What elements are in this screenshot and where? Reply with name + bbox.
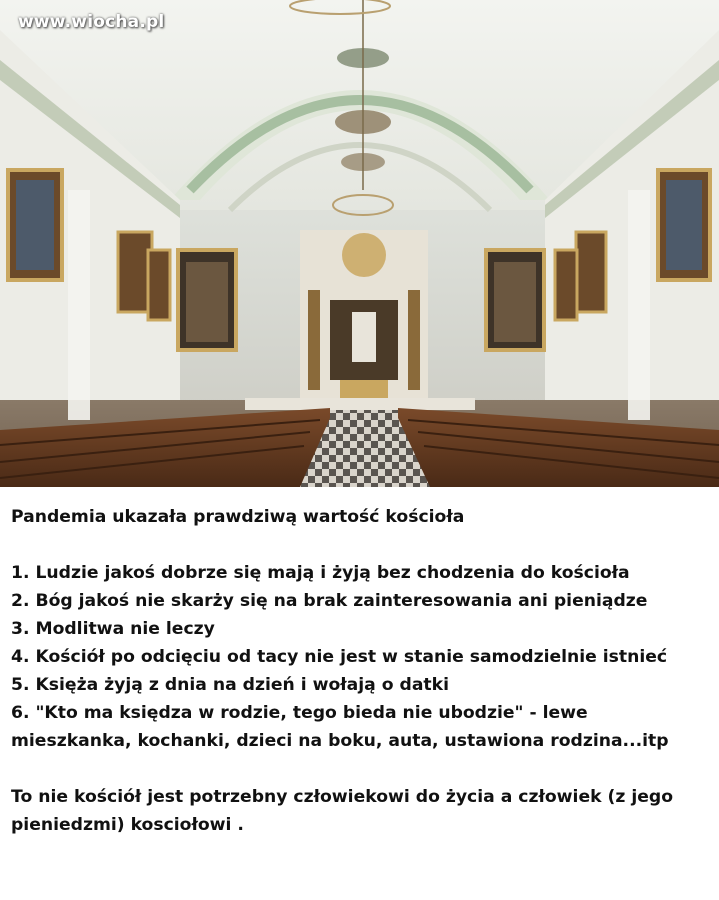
list-item: 3. Modlitwa nie leczy xyxy=(11,619,215,639)
site-watermark: www.wiocha.pl xyxy=(18,12,165,32)
post-text xyxy=(11,503,711,839)
list-item: 6. "Kto ma księdza w rodzie, tego bieda nie ubodzie" - lewe xyxy=(11,703,588,723)
list-item: 4. Kościół po odcięciu od tacy nie jest w stanie samodzielnie istnieć xyxy=(11,647,668,667)
list-item: 5. Księża żyją z dnia na dzień i wołają o datki xyxy=(11,675,449,695)
list-item: 2. Bóg jakoś nie skarży się na brak zainteresowania ani pieniądze xyxy=(11,591,648,611)
conclusion-line: To nie kościół jest potrzebny człowiekowi do życia a człowiek (z jego xyxy=(11,787,674,807)
list-item: 1. Ludzie jakoś dobrze się mają i żyją bez chodzenia do kościoła xyxy=(11,563,630,583)
conclusion-line: pieniedzmi) kosciołowi . xyxy=(11,815,244,835)
list-item-continuation: mieszkanka, kochanki, dzieci na boku, auta, ustawiona rodzina...itp xyxy=(11,731,669,751)
post-heading: Pandemia ukazała prawdziwą wartość kościoła xyxy=(11,507,465,527)
